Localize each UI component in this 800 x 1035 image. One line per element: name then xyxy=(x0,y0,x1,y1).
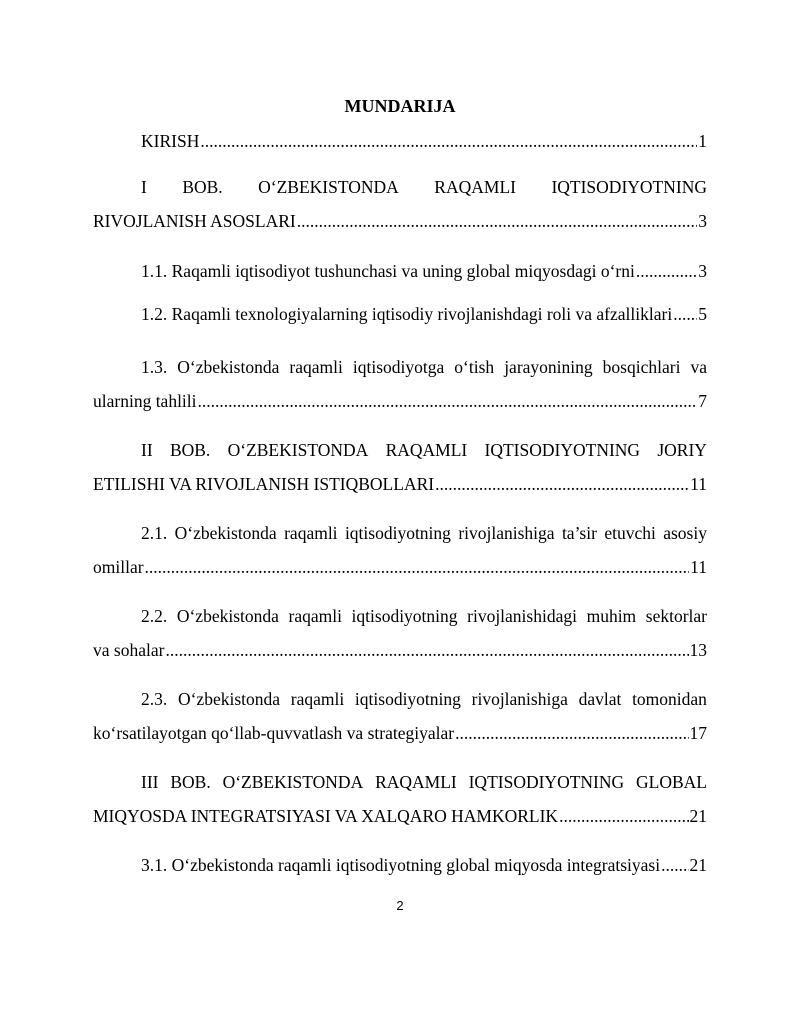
dot-leader xyxy=(636,254,697,288)
toc-entry-page-number: 17 xyxy=(689,723,707,743)
toc-entry-line xyxy=(93,467,707,501)
dot-leader xyxy=(145,550,690,584)
toc-entry-line: 2.1. O‘zbekistonda raqamli iqtisodiyotning rivojlanishiga ta’sir etuvchi asosiy xyxy=(141,523,707,543)
page-number: 2 xyxy=(396,898,404,913)
toc-entry-line xyxy=(93,550,707,584)
dot-leader xyxy=(559,799,688,833)
toc-entry-text: 3.1. O‘zbekistonda raqamli iqtisodiyotning global miqyosda integratsiyasi xyxy=(141,855,661,875)
toc-entry-text: MIQYOSDA INTEGRATSIYASI VA XALQARO HAMKORLIK xyxy=(93,806,559,826)
dot-leader xyxy=(455,716,688,750)
toc-title: MUNDARIJA xyxy=(344,96,456,116)
toc-entry-line xyxy=(93,254,707,288)
toc-entry-page-number: 21 xyxy=(689,806,707,826)
toc-entry-page-number: 1 xyxy=(698,131,707,151)
toc-entry-line xyxy=(93,124,707,158)
toc-entry-line: III BOB. O‘ZBEKISTONDA RAQAMLI IQTISODIYOTNING GLOBAL xyxy=(141,772,707,792)
toc-entry-line: II BOB. O‘ZBEKISTONDA RAQAMLI IQTISODIYOTNING JORIY xyxy=(141,440,707,460)
toc-entry-line: I BOB. O‘ZBEKISTONDA RAQAMLI IQTISODIYOTNING xyxy=(141,177,707,197)
dot-leader xyxy=(297,204,698,238)
toc-entry-line xyxy=(93,297,707,331)
toc-entry-text: RIVOJLANISH ASOSLARI xyxy=(93,211,296,231)
toc-entry-text: ETILISHI VA RIVOJLANISH ISTIQBOLLARI xyxy=(93,474,435,494)
toc-entry-text: KIRISH xyxy=(141,131,200,151)
toc-entry-line xyxy=(93,799,707,833)
toc-entry-line xyxy=(93,384,707,418)
toc-entry-line xyxy=(93,848,707,882)
toc-entry-line: 1.3. O‘zbekistonda raqamli iqtisodiyotga o‘tish jarayonining bosqichlari va xyxy=(141,357,707,377)
toc-entry[interactable] xyxy=(93,848,707,882)
toc-entry-text: 1.1. Raqamli iqtisodiyot tushunchasi va uning global miqyosdagi o‘rni xyxy=(141,261,635,281)
toc-entry-text: ko‘rsatilayotgan qo‘llab-quvvatlash va strategiyalar xyxy=(93,723,455,743)
toc-entry-text: omillar xyxy=(93,557,144,577)
toc-entry[interactable] xyxy=(93,124,707,158)
toc-entry-text: 1.2. Raqamli texnologiyalarning iqtisodiy rivojlanishdagi roli va afzalliklari xyxy=(141,304,673,324)
toc-entry-line: 2.3. O‘zbekistonda raqamli iqtisodiyotning rivojlanishiga davlat tomonidan xyxy=(141,689,707,709)
toc-entry-page-number: 11 xyxy=(690,474,707,494)
toc-entry[interactable] xyxy=(93,170,707,238)
toc-entry[interactable] xyxy=(93,297,707,331)
dot-leader xyxy=(165,633,688,667)
toc-entry-line xyxy=(93,204,707,238)
toc-entry-page-number: 13 xyxy=(689,640,707,660)
toc-entry[interactable] xyxy=(93,682,707,750)
toc-entry-page-number: 7 xyxy=(698,391,707,411)
toc-entry-page-number: 5 xyxy=(698,304,707,324)
toc-entry-line xyxy=(93,716,707,750)
toc-entry[interactable] xyxy=(93,433,707,501)
toc-entry-line: 2.2. O‘zbekistonda raqamli iqtisodiyotning rivojlanishidagi muhim sektorlar xyxy=(141,606,707,626)
toc-entry-page-number: 11 xyxy=(690,557,707,577)
dot-leader xyxy=(435,467,689,501)
dot-leader xyxy=(661,848,688,882)
dot-leader xyxy=(200,124,697,158)
toc-entry-line xyxy=(93,633,707,667)
toc-entry[interactable] xyxy=(93,516,707,584)
dot-leader xyxy=(673,297,697,331)
toc-entry-text: ularning tahlili xyxy=(93,391,197,411)
toc-entry-page-number: 3 xyxy=(698,211,707,231)
toc-entry-page-number: 21 xyxy=(689,855,707,875)
toc-entry[interactable] xyxy=(93,599,707,667)
dot-leader xyxy=(198,384,698,418)
toc-entry[interactable] xyxy=(93,765,707,833)
toc-entry[interactable] xyxy=(93,350,707,418)
toc-entry-page-number: 3 xyxy=(698,261,707,281)
toc-entry[interactable] xyxy=(93,254,707,288)
toc-entry-text: va sohalar xyxy=(93,640,165,660)
